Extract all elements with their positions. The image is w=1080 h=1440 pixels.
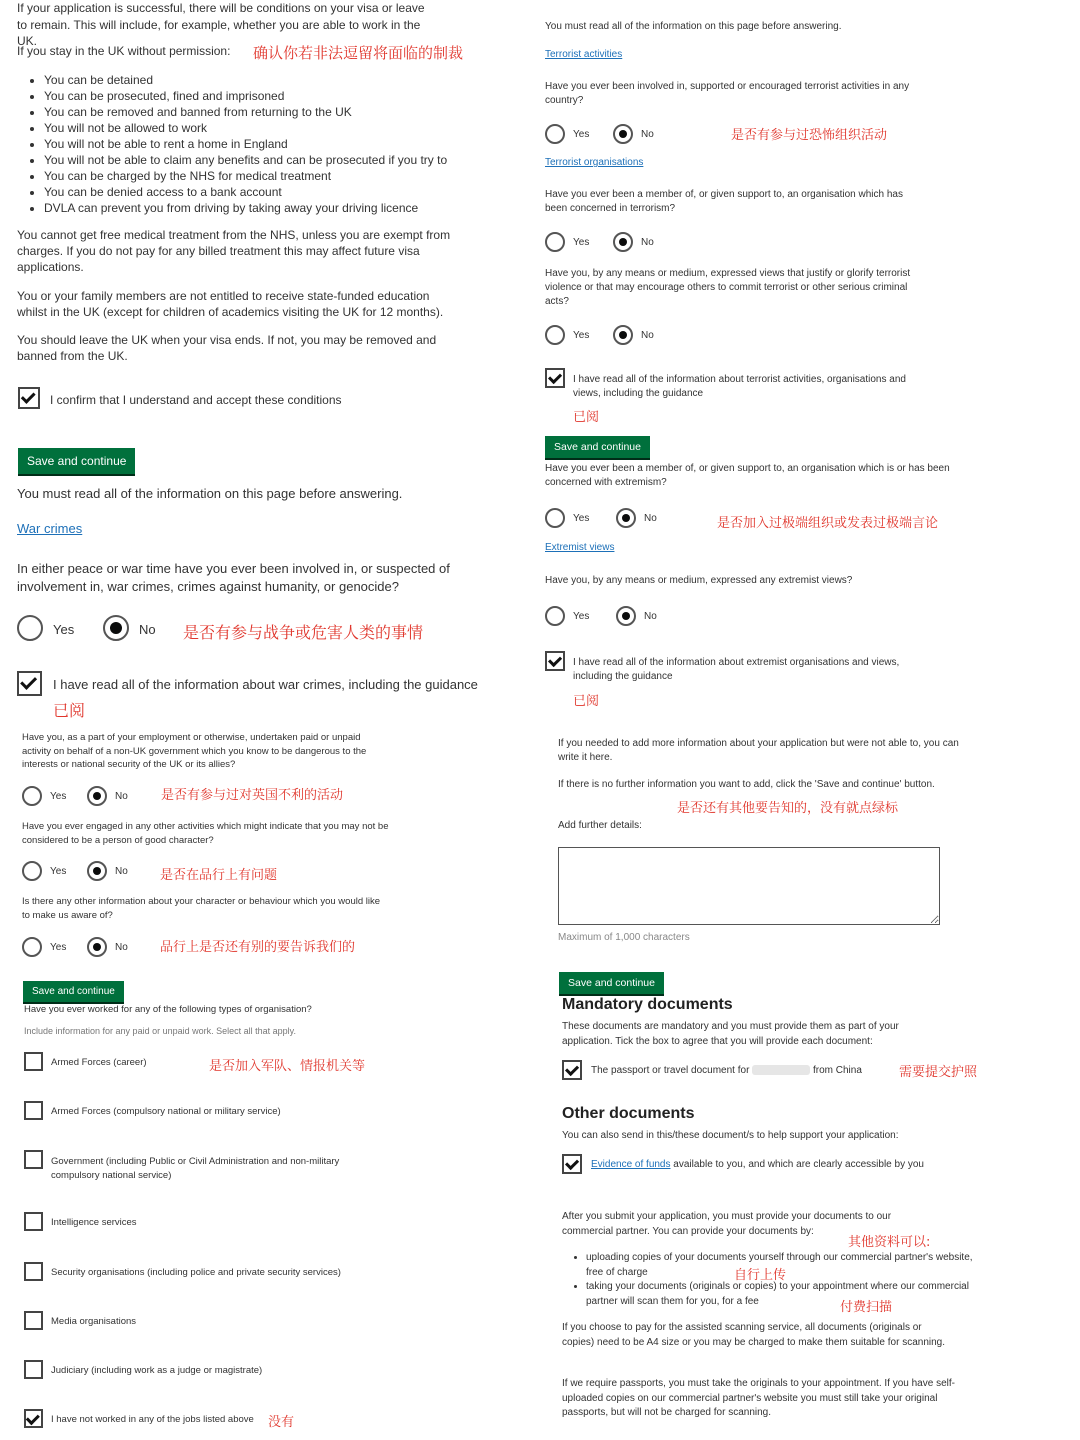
foreign-government-yes-label: Yes [50,791,67,802]
org-intelligence-label: Intelligence services [51,1217,137,1228]
org-armed-forces-career-label: Armed Forces (career) [51,1057,147,1068]
checkmark-icon [547,653,561,667]
org-media-checkbox[interactable] [24,1311,43,1330]
terrorist-organisations-link[interactable]: Terrorist organisations [545,157,644,168]
after-submit-text: After you submit your application, you must provide your documents to our commercial partner. You can provide your documents by: [562,1211,892,1237]
terrorist-activities-yes-radio[interactable] [545,124,565,144]
war-crimes-read-label: I have read all of the information about war crimes, including the guidance [53,677,478,692]
leave-uk-text: You should leave the UK when your visa ends. If not, you may be removed and banned from the UK. [17,333,437,363]
org-armed-forces-compulsory-checkbox[interactable] [24,1101,43,1120]
annotation-scanning: 付费扫描 [840,1300,893,1315]
org-judiciary-label: Judiciary (including work as a judge or magistrate) [51,1365,263,1376]
extremist-views-link[interactable]: Extremist views [545,542,615,553]
original-passports-text: If we require passports, you must take the originals to your appointment. If you have self-uploaded copies on our commercial partner's website you must still take your original passports, but will not be charged for scanning. [562,1378,955,1418]
war-crimes-no-label: No [139,622,156,637]
annotation-sanctions: 确认你若非法逗留将面临的制裁 [253,44,464,62]
org-government-label: Government (including Public or Civil Administration and non-military compulsory national service) [51,1156,340,1181]
war-crimes-question: In either peace or war time have you ever been involved in, or suspected of involvement in, war crimes, crimes against humanity, or genocide? [17,561,450,594]
checkmark-icon [20,673,37,690]
further-details-label: Add further details: [558,820,642,831]
org-armed-forces-compulsory-label: Armed Forces (compulsory national or military service) [51,1106,281,1117]
extremist-views-no-label: No [644,611,657,622]
mandatory-documents-heading: Mandatory documents [562,996,733,1013]
passport-document-label [591,1065,862,1076]
good-character-no-radio[interactable] [87,861,107,881]
list-item: • You can be detained [44,72,484,88]
other-info-yes-label: Yes [50,942,67,953]
good-character-no-label: No [115,866,128,877]
extremist-read-checkbox[interactable] [545,651,565,671]
other-documents-text: You can also send in this/these document/s to help support your application: [562,1130,899,1141]
terrorist-activities-no-radio[interactable] [613,124,633,144]
war-crimes-yes-label: Yes [53,622,75,637]
passport-document-prefix: The passport or travel document for [591,1065,750,1076]
org-government-checkbox[interactable] [24,1150,43,1169]
annotation-none: 没有 [268,1415,295,1430]
stay-without-permission-label: If you stay in the UK without permission: [17,44,231,58]
evidence-of-funds-suffix: available to you, and which are clearly accessible by you [670,1159,924,1170]
nhs-text: You cannot get free medical treatment from the NHS, unless you are exempt from charges. If you do not pay for any billed treatment this may affect future visa applications. [17,228,451,274]
terrorist-read-label: I have read all of the information about terrorist activities, organisations and views, including the guidance [573,374,906,399]
max-characters-hint: Maximum of 1,000 characters [558,932,690,943]
extremist-views-no-radio[interactable] [616,606,636,626]
annotation-military: 是否加入军队、情报机关等 [209,1059,366,1074]
list-item: • You can be denied access to a bank account [44,184,484,200]
annotation-other-info: 品行上是否还有别的要告诉我们的 [160,940,356,955]
extremism-yes-label: Yes [573,513,590,524]
confirm-conditions-label: I confirm that I understand and accept these conditions [50,393,342,407]
passport-document-checkbox[interactable] [562,1060,582,1080]
education-text: You or your family members are not entitled to receive state-funded education whilst in the UK (except for children of academics visiting the UK for 12 months). [17,289,444,319]
list-item: • You can be prosecuted, fined and imprisoned [44,88,484,104]
checkmark-icon [26,1411,40,1425]
terrorist-activities-no-label: No [641,129,654,140]
organisation-types-hint: Include information for any paid or unpaid work. Select all that apply. [24,1026,296,1036]
foreign-government-question: Have you, as a part of your employment or otherwise, undertaken paid or unpaid activity on behalf of a non-UK government which you know to be dangerous to the interests or national security of the UK or its allies? [22,732,367,770]
other-info-no-label: No [115,942,128,953]
annotation-war-crimes: 是否有参与战争或危害人类的事情 [183,623,424,642]
redacted-name [752,1065,810,1075]
other-character-info-question: Is there any other information about your character or behaviour which you would like to make us aware of? [22,896,381,921]
good-character-yes-label: Yes [50,866,67,877]
must-read-notice: You must read all of the information on this page before answering. [545,21,842,32]
list-item: • taking your documents (originals or copies) to your appointment where our commercial partner will scan them for you, for a fee [586,1280,981,1309]
visa-conditions-intro: If your application is successful, there will be conditions on your visa or leave to remain. This will include, for example, whether you are able to work in the UK. [17,1,425,49]
organisation-types-question: Have you ever worked for any of the following types of organisation? [24,1004,312,1015]
extremist-views-yes-label: Yes [573,611,590,622]
terrorist-organisations-no-radio[interactable] [613,232,633,252]
save-and-continue-button[interactable]: Save and continue [23,981,124,1002]
list-item: • You can be charged by the NHS for medical treatment [44,168,484,184]
more-info-text: If you needed to add more information about your application but were not able to, you can write it here. [558,738,959,763]
foreign-government-no-radio[interactable] [87,786,107,806]
checkmark-icon [20,389,35,404]
further-details-textarea[interactable] [558,847,940,925]
extremist-read-label: I have read all of the information about extremist organisations and views, including the guidance [573,657,900,682]
a4-scanning-text: If you choose to pay for the assisted scanning service, all documents (originals or copies) need to be A4 size or you may be charged to make them suitable for scanning. [562,1322,945,1348]
terrorist-activities-question: Have you ever been involved in, supported or encouraged terrorist activities in any country? [545,81,910,106]
org-armed-forces-career-checkbox[interactable] [24,1052,43,1071]
list-item: • DVLA can prevent you from driving by taking away your driving licence [44,200,484,216]
consequences-list [18,72,484,216]
org-none-checkbox[interactable] [24,1409,43,1428]
terrorist-views-yes-radio[interactable] [545,325,565,345]
foreign-government-no-label: No [115,791,128,802]
list-item: • You will not be able to rent a home in England [44,136,484,152]
list-item: • uploading copies of your documents yourself through our commercial partner's website, free of charge [586,1251,981,1280]
org-intelligence-checkbox[interactable] [24,1212,43,1231]
extremism-no-label: No [644,513,657,524]
other-info-yes-radio[interactable] [22,937,42,957]
org-none-label: I have not worked in any of the jobs listed above [51,1414,254,1425]
extremism-question: Have you ever been a member of, or given support to, an organisation which is or has been concerned with extremism? [545,463,950,488]
extremism-no-radio[interactable] [616,508,636,528]
terrorist-organisations-no-label: No [641,237,654,248]
list-item: • You will not be allowed to work [44,120,484,136]
good-character-yes-radio[interactable] [22,861,42,881]
checkmark-icon [564,1062,578,1076]
must-read-notice: You must read all of the information on this page before answering. [17,486,403,501]
extremist-views-yes-radio[interactable] [545,606,565,626]
good-character-question: Have you ever engaged in any other activities which might indicate that you may not be considered to be a person of good character? [22,821,389,846]
annotation-read: 已阅 [573,410,600,425]
confirm-conditions-checkbox[interactable] [18,387,40,409]
annotation-extremism: 是否加入过极端组织或发表过极端言论 [717,516,939,531]
annotation-good-character: 是否在品行上有问题 [160,868,278,883]
terrorist-activities-yes-label: Yes [573,129,590,140]
terrorist-read-checkbox[interactable] [545,368,565,388]
other-info-no-radio[interactable] [87,937,107,957]
org-security-label: Security organisations (including police and private security services) [51,1267,341,1278]
annotation-terrorist-activities: 是否有参与过恐怖组织活动 [731,128,888,143]
evidence-of-funds-checkbox[interactable] [562,1154,582,1174]
org-media-label: Media organisations [51,1316,137,1327]
list-item: • You will not be able to claim any benefits and can be prosecuted if you try to [44,152,484,168]
annotation-other-documents: 其他资料可以: [848,1235,931,1250]
no-more-info-text: If there is no further information you want to add, click the 'Save and continue' button. [558,779,935,790]
war-crimes-yes-radio[interactable] [17,615,43,641]
extremism-yes-radio[interactable] [545,508,565,528]
checkmark-icon [564,1156,578,1170]
terrorist-organisations-yes-radio[interactable] [545,232,565,252]
terrorist-views-yes-label: Yes [573,330,590,341]
extremist-views-question: Have you, by any means or medium, expressed any extremist views? [545,575,853,586]
save-and-continue-button[interactable]: Save and continue [559,972,664,994]
passport-document-suffix: from China [812,1065,862,1076]
save-and-continue-button[interactable]: Save and continue [18,448,135,474]
annotation-foreign-government: 是否有参与过对英国不利的活动 [161,788,344,803]
evidence-of-funds-link[interactable]: Evidence of funds [591,1159,671,1170]
save-and-continue-button[interactable]: Save and continue [545,436,650,458]
foreign-government-yes-radio[interactable] [22,786,42,806]
evidence-of-funds-label [591,1159,924,1170]
annotation-read: 已阅 [53,701,86,720]
mandatory-documents-text: These documents are mandatory and you must provide them as part of your application. Tick the box to agree that you will provide each document: [562,1021,899,1047]
terrorist-views-no-radio[interactable] [613,325,633,345]
annotation-passport: 需要提交护照 [899,1065,978,1080]
list-item: • You can be removed and banned from returning to the UK [44,104,484,120]
checkmark-icon [547,370,561,384]
terrorist-organisations-question: Have you ever been a member of, or given support to, an organisation which has been concerned in terrorism? [545,189,903,214]
war-crimes-link[interactable]: War crimes [17,521,83,536]
terrorist-views-question: Have you, by any means or medium, expressed views that justify or glorify terrorist violence or that may encourage others to commit terrorist or other serious criminal acts? [545,268,911,307]
war-crimes-no-radio[interactable] [103,615,129,641]
war-crimes-read-checkbox[interactable] [17,671,42,696]
terrorist-activities-link[interactable]: Terrorist activities [545,49,623,60]
annotation-upload: 自行上传 [734,1268,787,1283]
terrorist-views-no-label: No [641,330,654,341]
org-security-checkbox[interactable] [24,1262,43,1281]
annotation-more-info: 是否还有其他要告知的，没有就点绿标 [677,801,899,816]
terrorist-organisations-yes-label: Yes [573,237,590,248]
other-documents-heading: Other documents [562,1105,695,1122]
annotation-read: 已阅 [573,694,600,709]
org-judiciary-checkbox[interactable] [24,1360,43,1379]
